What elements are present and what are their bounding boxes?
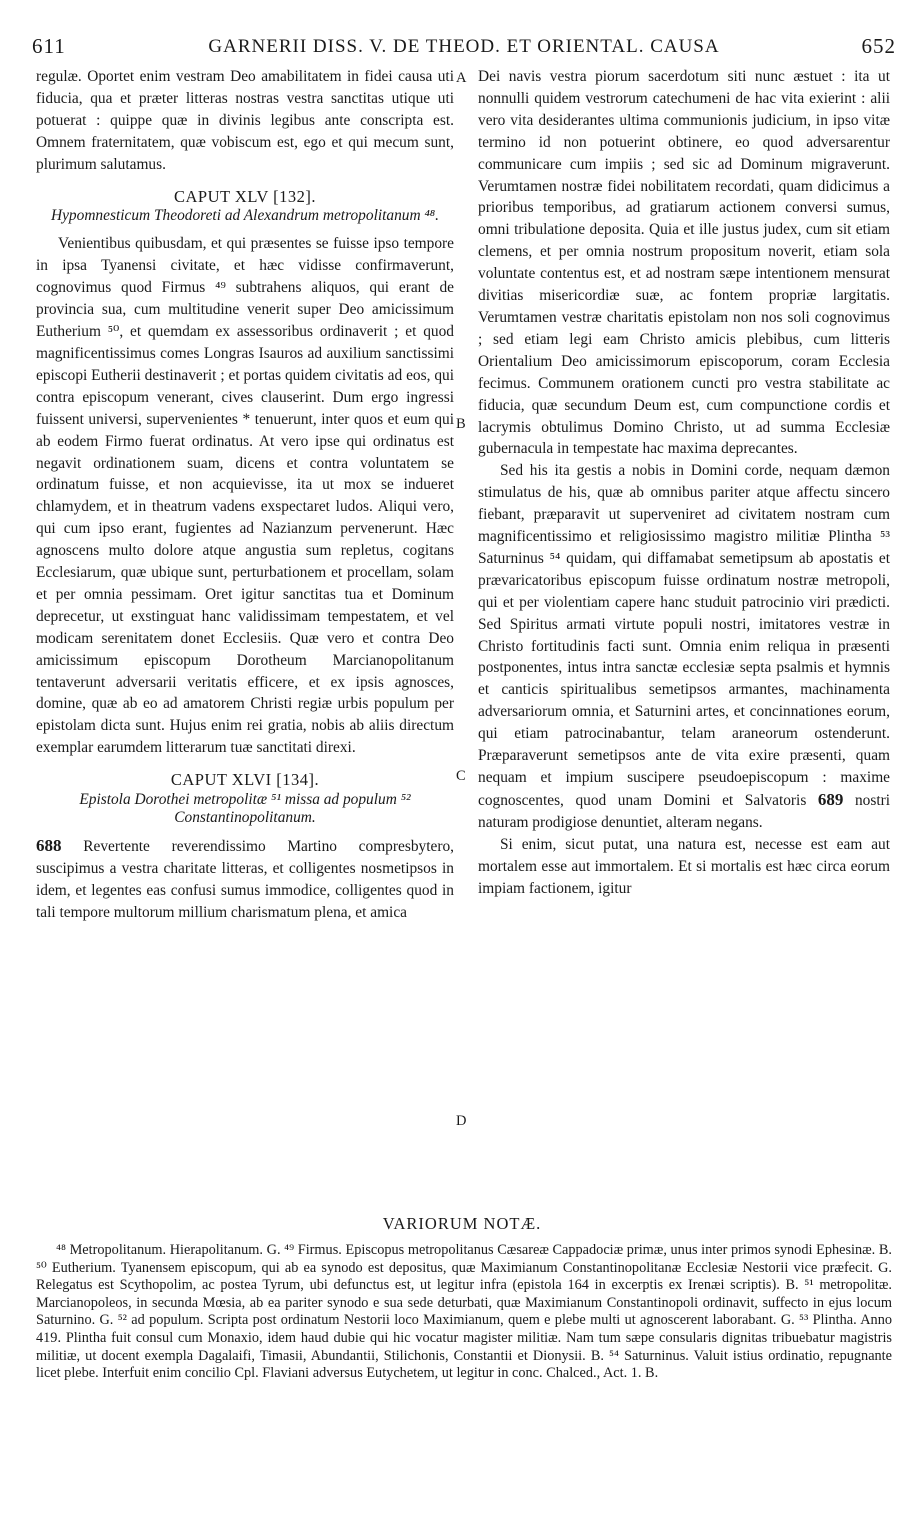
notes-text: ⁴⁸ Metropolitanum. Hierapolitanum. G. ⁴⁹ Firmus. Episcopus metropolitanus Cæsareæ Cappadociæ primæ, unus inter primos synodi Ephesinæ. B. ⁵⁰ Eutherium. Tyanensem episcopum, qui ab ea synodo est depositus, quæ Maximianum Constantinopolitanæ Ecclesiæ Nestorii vice præfecit. G. Relegatus est Scythopolim, ac postea Tyrum, ubi defunctus est, ut legitur infra (epistola 164 in excerptis ex Irenæi scriptis). B. ⁵¹ metropolitæ. Marcianopoleos, in secunda Mœsia, ab ea pariter synodo e sua sede deturbati, quæ Maximianum Constantinopoli ordinavit, suffecto in ejus locum Saturnino. G. ⁵² ad populum. Scripta post ordinatum Nestorii loco Maximianum, quem e plebe multi ut agnoscerent laborabant. G. ⁵³ Plintha. Anno 419. Plintha fuit consul cum Monaxio, idem haud dubie qui hic vocatur magister militiæ. Nam tum sæpe consularis dignitas tribuebatur magistris militiæ, ut docent exempla Dagalaifi, Timasii, Abundantii, Stilichonis, Constantii et Dionysii. B. ⁵⁴ Saturninus. Valuit istius ordinatio, repugnante licet plebe. Interfuit enim concilio Cpl. Flaviani adversus Eutychetem, ut legitur in conc. Chalced., Act. 1. B. — [36, 1242, 892, 1382]
caput-46-paragraph — [36, 835, 454, 924]
caput-45-text: Venientibus quibusdam, et qui præsentes se fuisse ipso tempore in ipsa Tyanensi civitate, et hæc vidisse confirmaverunt, cognovimus quod Firmus ⁴⁹ subtrahens aliquos, qui erant de provincia sua, cum multitudine venerit super Deo amicissimum Eutherium ⁵⁰, et quemdam ex assessoribus ordinaverit ; et quod magnificentissimus comes Longras Isauros ad auxilium sanctissimi episcopi Eutherii destinaverit ; et portas quidem civitatis ad eos, qui contra episcopum venerant, cives clauserint. Dum ergo ingressi fuissent universi, supervenientes * tenuerunt, inter quos et eum qui ab eodem Firmo fuerat ordinatus. At vero ipse qui ordinatus est negavit ordinationem suam, dicens et contra voluntatem se ordinatum fuisse, et non acquievisse, ita ut mox se indueret chlamydem, et in theatrum vadens exspectaret ludos. Aliqui vero, qui cum ipso erant, fugientes ad Nazianzum pervenerunt. Hæc agnoscens multo dolore atque angustia sum repletus, cogitans Ecclesiarum, quæ ubique sunt, perturbationem et procellam, solam et per omnia pessimam. Oret igitur sanctitas tua et Dominum deprecetur, ut exstinguat hanc validissimam tempestatem, et vel modicam serenitatem donet Ecclesiis. Quæ vero et contra Deo amicissimum episcopum Dorotheum Marcianopolitanum tentaverunt adversarii veritatis efficere, et ex ipsis agnosces, domine, quæ ab eo ad amatorem Christi regiæ urbis populum per epistolam dicta sunt. Hujus enim rei gratia, nobis ab aliis directum exemplar earumdem litterarum tuæ sanctitati direxi. — [36, 235, 454, 757]
margin-letter-b: B — [456, 416, 466, 432]
caput-46-text: Revertente reverendissimo Martino compresbytero, suscipimus a vestra charitate litteras, et colligentes nosmetipsos in idem, et legentes eas confusi sumus immodice, colligentes quod in tali tempore multorum millium charismatum plena, et amica — [36, 838, 454, 921]
notes-heading: VARIORUM NOTÆ. — [382, 1214, 542, 1233]
intro-paragraph: regulæ. Oportet enim vestram Deo amabilitatem in fidei causa uti fiducia, qua et præter litteras nostras vestra sanctitas utique uti potuerat : quippe quæ in divinis legibus ante conscripta est. Omnem fraternitatem, quæ vobiscum est, ego et qui mecum sunt, plurimum salutamus. — [36, 68, 454, 173]
right-paragraph-2b: nostri naturam prodigiose denuntiet, alteram negans. — [478, 791, 890, 831]
margin-letter-c: C — [456, 768, 466, 784]
margin-letter-a: A — [456, 70, 467, 86]
caput-45-title: CAPUT XLV [132]. — [173, 186, 316, 206]
caput-46-title: CAPUT XLVI [134]. — [170, 770, 320, 790]
caput-45-subtitle: Hypomnesticum Theodoreti ad Alexandrum metropolitanum ⁴⁸. — [50, 207, 439, 225]
right-paragraph-2 — [478, 460, 890, 833]
left-column — [36, 66, 454, 924]
column-number-689: 689 — [817, 789, 844, 809]
right-paragraph-1: Dei navis vestra piorum sacerdotum siti nunc æstuet : ita ut nonnulli quidem vestrorum catechumeni de hac vita exierint : alii vero vita desiderantes ultima communionis judicium, in ipso vitæ termino id non potuerint obtinere, eo quod adversarentur communicare cum impiis ; sed sic ad Dominum migraverunt. Verumtamen nostræ fidei nobilitatem recordati, quam didicimus a prioribus temporibus, ad gratiarum actionem conversi sumus, omni tribulatione deposita. Quia et ille justus judex, cum sit etiam clemens, et per omnia nostrum propositum noverit, etiam sola voluntate contentus est, et ad nostram sæpe intentionem mensurat divitias misericordiæ suæ, ac fontem propriæ largitatis. Verumtamen vestræ charitatis epistolam non nos soli cognovimus ; sed etiam legi eam Christo amicis plebibus, cum litteris Orientalium Deo amicissimorum episcoporum, coram Ecclesia fecimus. Communem orationem cuncti pro vestra stabilitate ac fiducia, quæ secundum Deum est, cum compunctione cordis et lacrymis obtulimus Domino Christo, ut ad summa Ecclesiæ gubernacula in tempestate hac maxima deprecantes. — [478, 68, 890, 458]
right-paragraph-2a: Sed his ita gestis a nobis in Domini corde, nequam dæmon stimulatus de his, quæ ab omnibus pariter atque affectu sincero fiebant, præparavit ut superveniret ad civitatem nostram cum magnificentissimo et religiosissimo magistro militiæ Plintha ⁵³ Saturninus ⁵⁴ quidam, qui diffamabat semetipsum ab apostatis et prævaricatoribus episcopum fuisse ordinatum nostræ metropoli, qui et per violentiam capere hanc studuit patrocinio viri prædicti. Sed Spiritus armati virtute populi nostri, imitatores vestræ in Christo fortitudinis facti sunt. Omnia enim reliqua in præsenti postponentes, intus intra sanctæ ecclesiæ septa psalmis et hymnis et canticis spiritualibus semetipsos armantes, machinamenta adversariorum omnia, et Saturnini artes, et concinnationes eorum, qui etiam patrocinabantur, telam araneorum ostenderunt. Præparaverunt semetipsos ante de vita exire præsenti, quam nequam et impium suscipere pseudoepiscopum : maxime cognoscentes, quod unam Domini et Salvatoris — [478, 462, 890, 809]
caput-46-subtitle: Epistola Dorothei metropolitæ ⁵¹ missa ad populum ⁵² Constantinopolitanum. — [79, 791, 411, 827]
margin-letter-d: D — [456, 1113, 467, 1129]
running-title: GARNERII DISS. V. DE THEOD. ET ORIENTAL. CAUSA — [208, 36, 720, 57]
column-number-688: 688 — [36, 836, 62, 856]
right-paragraph-3: Si enim, sicut putat, una natura est, necesse est eam aut mortalem esse aut immortalem. Et si mortalis est hæc circa eorum impiam factionem, igitur — [478, 835, 890, 897]
right-column — [478, 66, 890, 899]
page-number-left: 611 — [32, 34, 66, 58]
page-number-right: 652 — [861, 34, 896, 58]
running-header — [32, 34, 896, 62]
